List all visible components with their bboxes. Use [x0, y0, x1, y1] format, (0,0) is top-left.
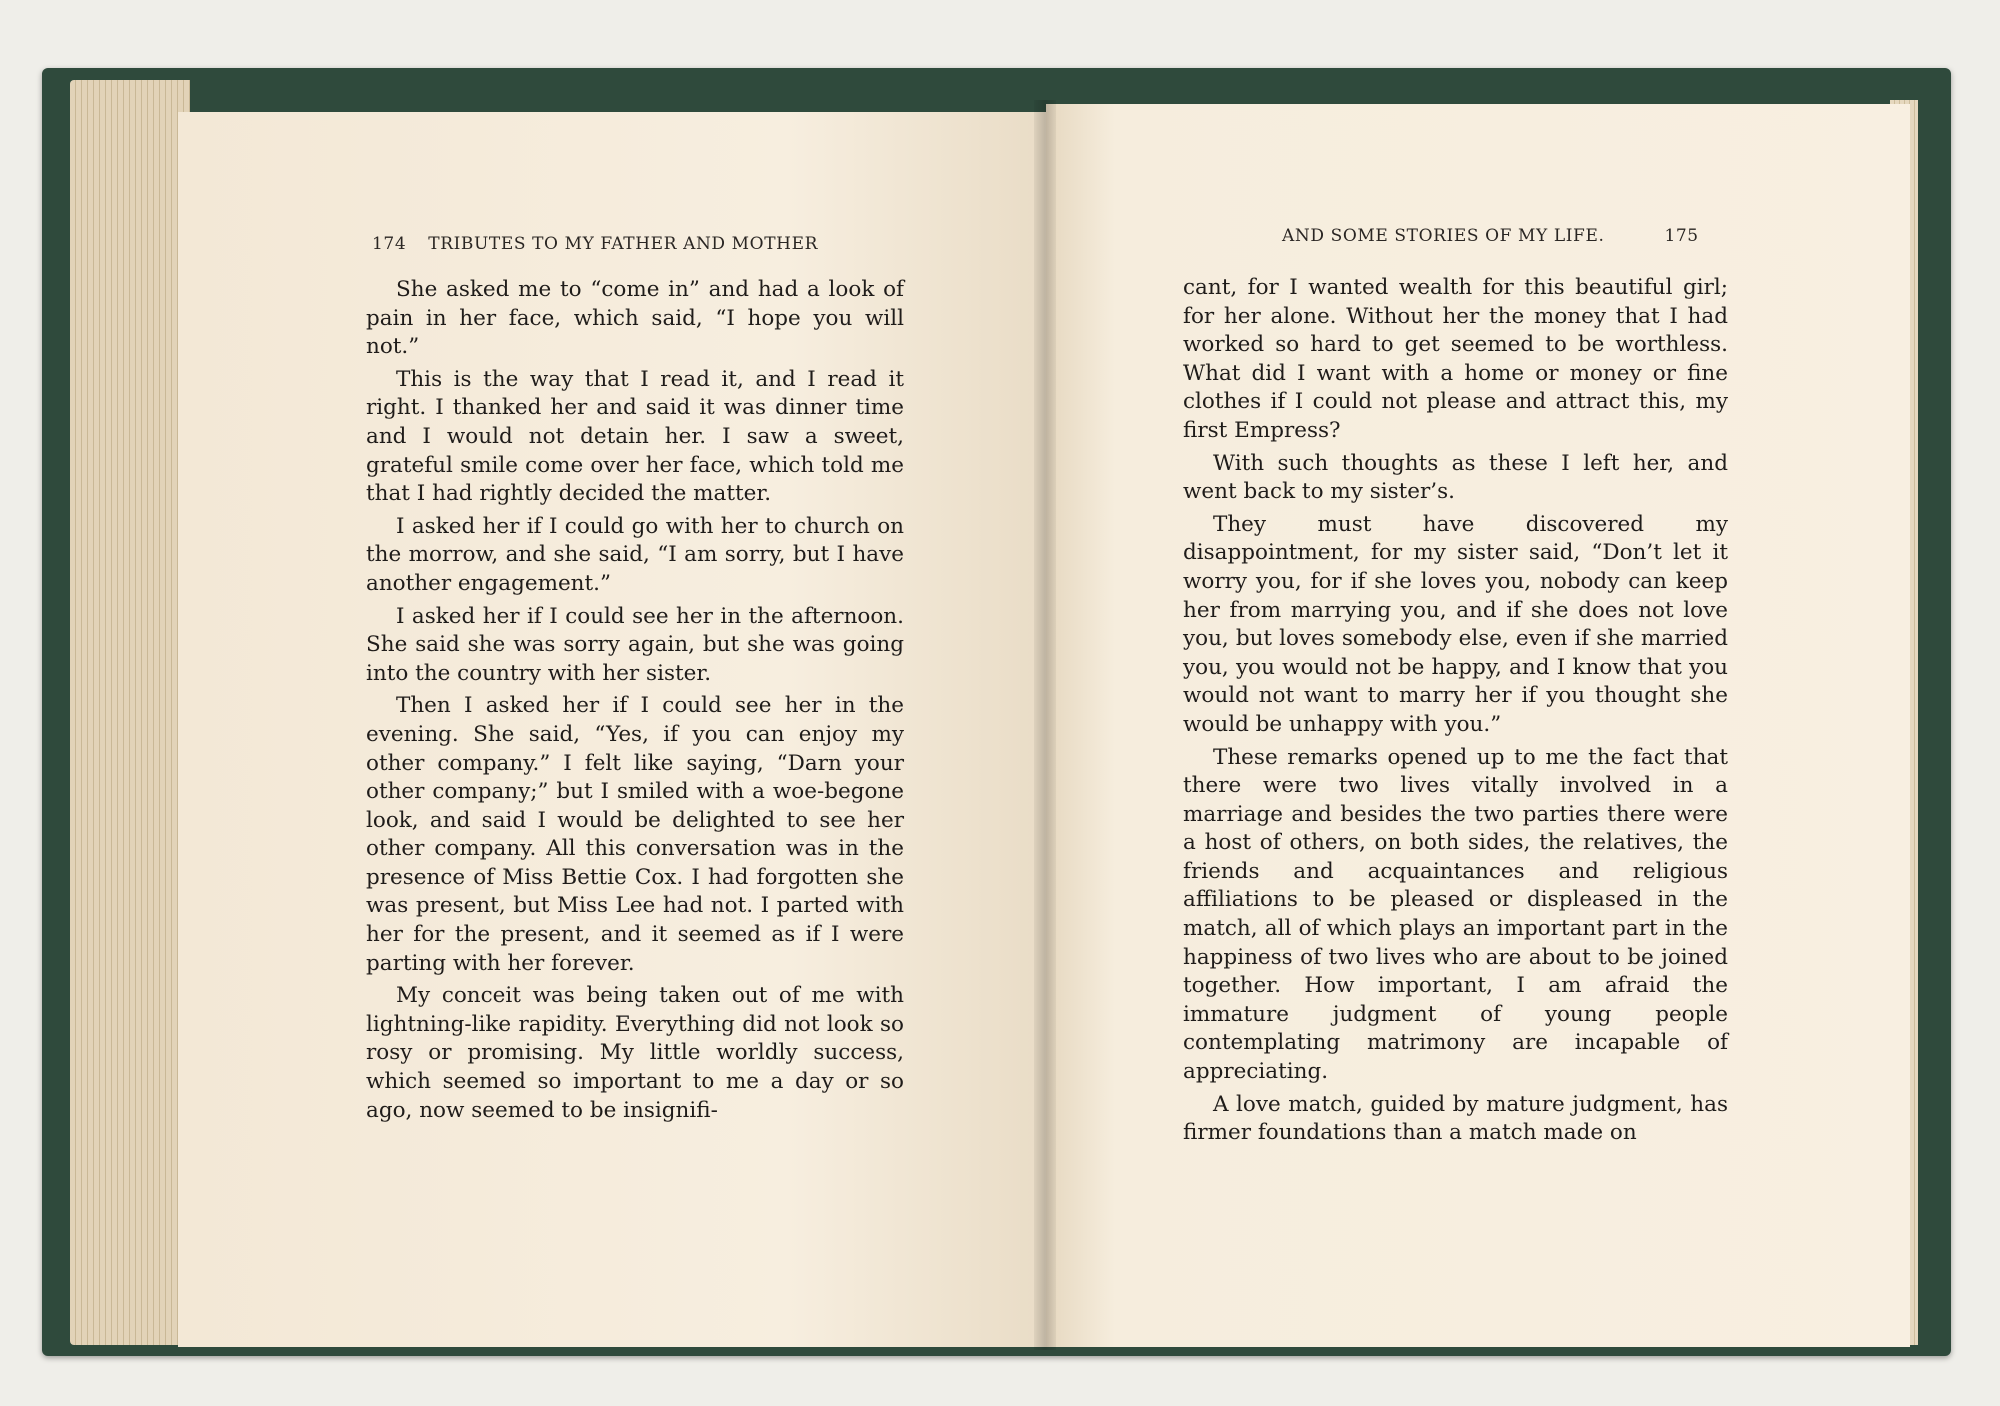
paragraph: With such thoughts as these I left her, and went back to my sister’s. [1183, 450, 1728, 505]
paragraph: This is the way that I read it, and I read it right. I thanked her and said it was dinner time and I would not detain her. I saw a sweet, grateful smile come over her face, which told me that I had rightly decided the matter. [366, 366, 904, 507]
paragraph: I asked her if I could go with her to church on the morrow, and she said, “I am sorry, but I have another engagement.” [366, 513, 904, 596]
paragraph: I asked her if I could see her in the afternoon. She said she was sorry again, but she was going into the country with her sister. [366, 603, 904, 686]
right-running-title: AND SOME STORIES OF MY LIFE. [1282, 226, 1605, 246]
left-page-text [366, 276, 904, 1129]
left-running-title: TRIBUTES TO MY FATHER AND MOTHER [428, 234, 818, 254]
right-running-head [1282, 226, 1699, 246]
left-running-head [372, 234, 818, 254]
paragraph: Then I asked her if I could see her in the evening. She said, “Yes, if you can enjoy my other company.” I felt like saying, “Darn your other company;” but I smiled with a woe-begone look, and said I would be delighted to see her other company. All this conversation was in the presence of Miss Bettie Cox. I had forgotten she was present, but Miss Lee had not. I parted with her for the present, and it seemed as if I were parting with her forever. [366, 693, 904, 976]
right-page-number: 175 [1664, 226, 1699, 246]
paragraph: My conceit was being taken out of me with lightning-like rapidity. Everything did not look so rosy or promising. My little worldly success, which seemed so important to me a day or so ago, now seemed to be insignifi- [366, 983, 904, 1123]
right-page-text [1183, 274, 1728, 1152]
paragraph: A love match, guided by mature judgment, has firmer foundations than a match made on [1183, 1091, 1728, 1146]
paragraph: cant, for I wanted wealth for this beautiful girl; for her alone. Without her the money that I had worked so hard to get seemed to be worthless. What did I want with a home or money or fine clothes if I could not please and attract this, my first Empress? [1183, 275, 1728, 443]
right-page [1046, 104, 1910, 1347]
book-gutter [1034, 100, 1056, 1350]
left-page-edges [70, 80, 190, 1345]
left-page-number: 174 [372, 234, 407, 254]
paragraph: She asked me to “come in” and had a look of pain in her face, which said, “I hope you will not.” [366, 277, 904, 360]
left-page [178, 112, 1048, 1347]
paragraph: These remarks opened up to me the fact that there were two lives vitally involved in a marriage and besides the two parties there were a host of others, on both sides, the relatives, the friends and acquaintances and religious affiliations to be pleased or displeased in the match, all of which plays an important part in the happiness of two lives who are about to be joined together. How important, I am afraid the immature judgment of young people contemplating matrimony are incapable of appreciating. [1183, 744, 1728, 1085]
paragraph: They must have discovered my disappointment, for my sister said, “Don’t let it worry you, for if she loves you, nobody can keep her from marrying you, and if she does not love you, but loves somebody else, even if she married you, you would not be happy, and I know that you would not want to marry her if you thought she would be unhappy with you.” [1183, 511, 1728, 737]
